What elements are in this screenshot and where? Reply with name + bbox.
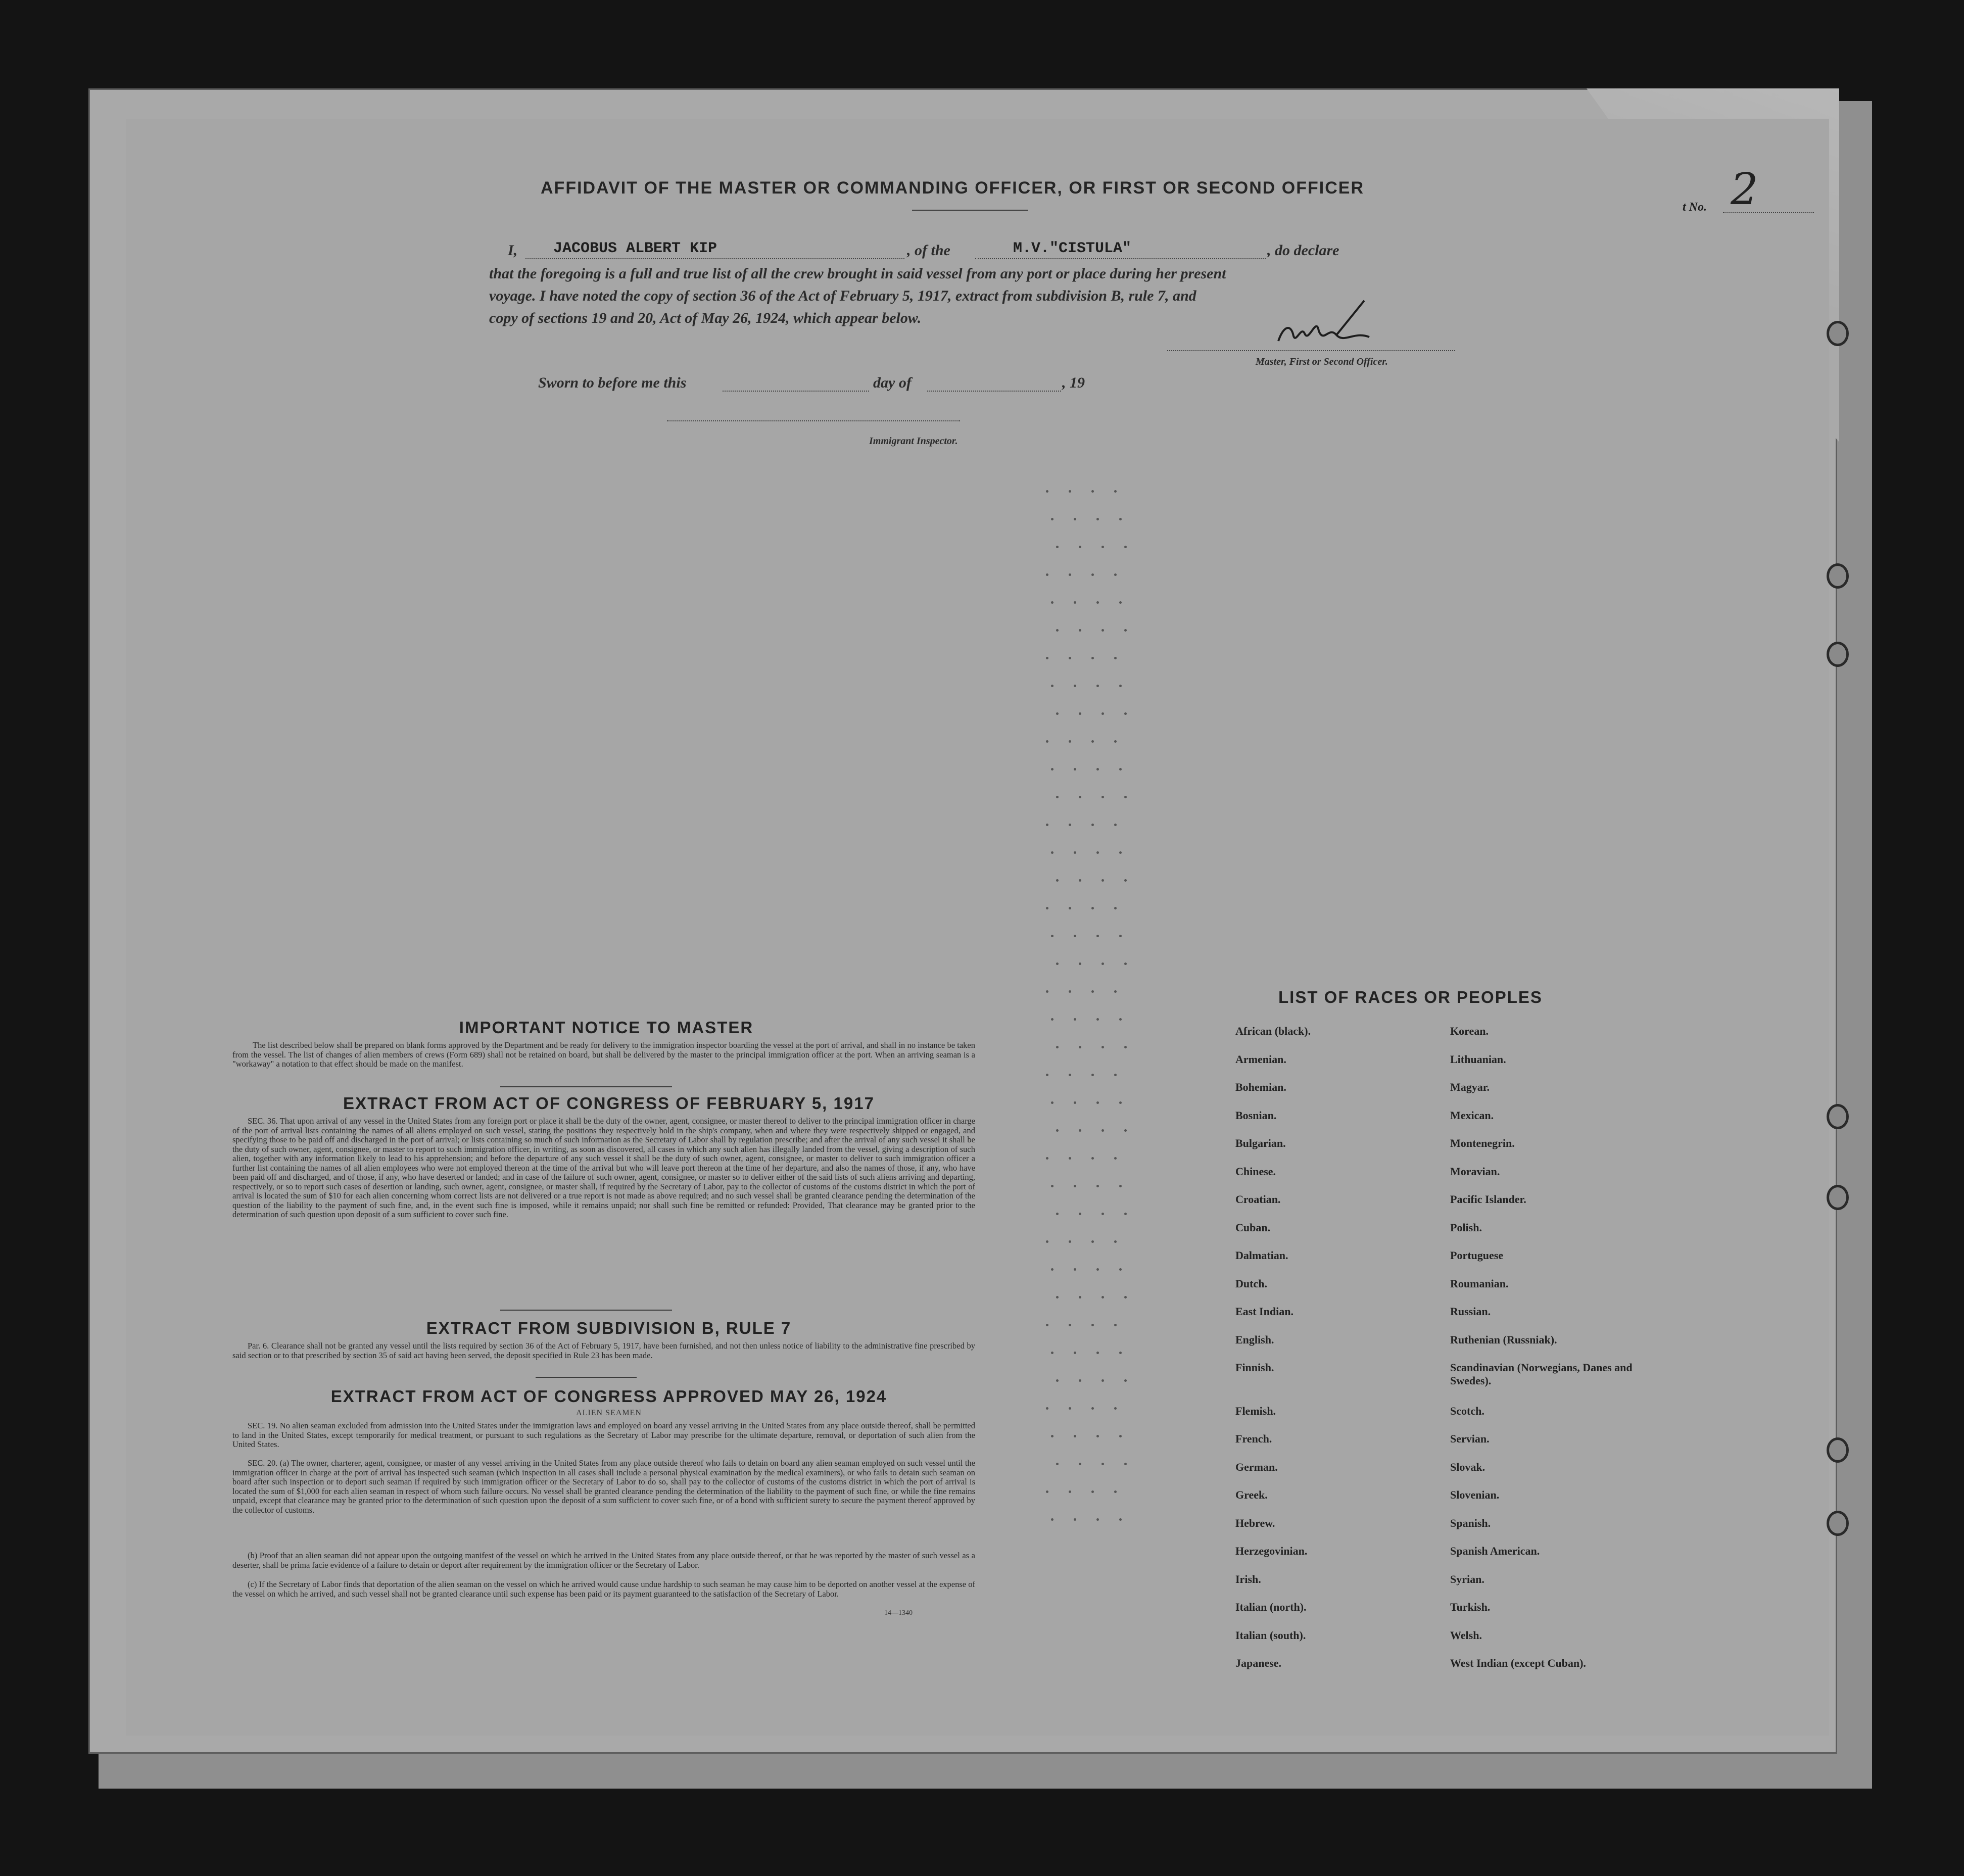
bleed-dot xyxy=(1119,935,1122,937)
bleed-dot xyxy=(1114,1074,1117,1076)
bleed-dot xyxy=(1074,935,1076,937)
vessel-field xyxy=(975,240,1266,259)
race-item: Magyar. xyxy=(1450,1081,1490,1093)
extract-1917-body: SEC. 36. That upon arrival of any vessel in the United States from any foreign port or place it shall be the duty of the owner, agent, consignee, or master thereof to deliver to the principal immigration officer in charge of the port of arrival lists containing the names of all aliens employed on such vessel, stating the positions they respectively hold in the ship's company, when and where they were respectively shipped or engaged, and specifying those to be paid off and discharged in the port of arrival; or lists containing so much of such information as the Secretary of Labor shall by regulation prescribe; and after the arrival of any such vessel it shall be the duty of such owner, agent, consignee, or master to report to such immigration officer, in writing, as soon as discovered, all cases in which any such alien has illegally landed from the vessel, giving a description of such alien, together with any information likely to lead to his apprehension; and before the departure of any such vessel it shall be the duty of such owner, agent, consignee, or master to deliver to such immigration officer a further list containing the names of all alien employees who were not employed thereon at the time of the arrival but who will leave port thereon at the time of her departure, and also the names of those, if any, who have been paid off and discharged, and of those, if any, who have deserted or landed; and in case of the failure of such owner, agent, consignee, or master so to deliver either of the said lists of such aliens arriving and departing, respectively, or so to report such cases of desertion or landing, such owner, agent, consignee, or master shall, if required by the Secretary of Labor, pay to the collector of customs of the customs district in which the port of arrival is located the sum of $10 for each alien concerning whom correct lists are not delivered or a true report is not made as above required; and no such vessel shall be granted clearance pending the determination of the question of the liability to the payment of such fine, and, in the event such fine is imposed, while it remains unpaid; nor shall such fine be remitted or refunded: Provided, That clearance may be granted prior to the determination of such question upon deposit of a sum sufficient to cover such fine. xyxy=(232,1116,975,1219)
bleed-dot xyxy=(1074,601,1076,604)
bleed-dot xyxy=(1101,1379,1104,1382)
bleed-dot xyxy=(1069,573,1071,576)
extract-1924-subtitle: ALIEN SEAMEN xyxy=(576,1409,642,1417)
bleed-dot xyxy=(1074,1268,1076,1271)
declaration-line-3: voyage. I have noted the copy of section 36 of the Act of February 5, 1917, extract from subdivision B, rule 7, and xyxy=(489,287,1196,304)
bleed-dot xyxy=(1096,1268,1099,1271)
signature-caption: Master, First or Second Officer. xyxy=(1256,356,1388,367)
bleed-dot xyxy=(1101,1463,1104,1465)
race-item: Mexican. xyxy=(1450,1109,1494,1122)
bleed-dot xyxy=(1114,824,1117,826)
intro-i: I, xyxy=(508,242,518,259)
bleed-dot xyxy=(1091,573,1094,576)
bleed-dot xyxy=(1091,990,1094,993)
bleed-dot xyxy=(1119,518,1122,520)
race-item: Polish. xyxy=(1450,1221,1482,1234)
bleed-dot xyxy=(1056,546,1059,548)
race-item: Moravian. xyxy=(1450,1165,1500,1178)
race-item: Ruthenian (Russniak). xyxy=(1450,1333,1557,1346)
race-item: Armenian. xyxy=(1235,1052,1286,1066)
bleed-dot xyxy=(1069,740,1071,743)
bleed-dot xyxy=(1124,1379,1127,1382)
race-item: English. xyxy=(1235,1333,1274,1346)
bleed-dot xyxy=(1124,1213,1127,1215)
notice-title: IMPORTANT NOTICE TO MASTER xyxy=(459,1018,754,1037)
bleed-dot xyxy=(1051,768,1053,771)
do-declare-label: , do declare xyxy=(1267,242,1339,259)
sworn-day-field[interactable] xyxy=(723,374,869,392)
bleed-dot xyxy=(1096,935,1099,937)
bleed-dot xyxy=(1051,851,1053,854)
bleed-dot xyxy=(1091,824,1094,826)
race-item: Greek. xyxy=(1235,1488,1268,1501)
race-item: Portuguese xyxy=(1450,1249,1504,1262)
race-item: Irish. xyxy=(1235,1572,1261,1585)
signature-line xyxy=(1167,350,1455,351)
bleed-dot xyxy=(1056,1213,1059,1215)
race-item: Bulgarian. xyxy=(1235,1137,1286,1149)
race-item: Finnish. xyxy=(1235,1361,1274,1374)
bleed-dot xyxy=(1096,518,1099,520)
race-item: Japanese. xyxy=(1235,1657,1282,1669)
bleed-dot xyxy=(1069,1240,1071,1243)
bleed-dot xyxy=(1046,1407,1048,1410)
bleed-dot xyxy=(1119,851,1122,854)
sworn-year: , 19 xyxy=(1062,374,1085,391)
extract-1917-title: EXTRACT FROM ACT OF CONGRESS OF FEBRUARY 5, 1917 xyxy=(343,1094,875,1113)
race-item: Dutch. xyxy=(1235,1277,1267,1290)
race-item: Spanish. xyxy=(1450,1516,1491,1529)
race-item: East Indian. xyxy=(1235,1305,1294,1318)
bleed-dot xyxy=(1056,1296,1059,1298)
bleed-dot xyxy=(1069,907,1071,909)
bleed-dot xyxy=(1069,1074,1071,1076)
bleed-dot xyxy=(1056,1463,1059,1465)
sworn-prefix: Sworn to before me this xyxy=(538,374,687,391)
bleed-dot xyxy=(1046,824,1048,826)
bleed-dot xyxy=(1079,712,1081,715)
bleed-dot xyxy=(1051,1101,1053,1104)
bleed-dot xyxy=(1124,1463,1127,1465)
race-item: Italian (south). xyxy=(1235,1628,1306,1642)
bleed-dot xyxy=(1051,1518,1053,1521)
bleed-dot xyxy=(1051,685,1053,687)
bleed-dot xyxy=(1051,1185,1053,1187)
bleed-dot xyxy=(1119,1185,1122,1187)
master-name-field xyxy=(525,240,904,259)
notice-rule xyxy=(500,1086,672,1087)
bleed-dot xyxy=(1124,879,1127,882)
bleed-dot xyxy=(1074,1018,1076,1021)
bleed-dot xyxy=(1096,1435,1099,1437)
bleed-dot xyxy=(1114,657,1117,659)
race-item: Croatian. xyxy=(1235,1193,1281,1206)
bleed-dot xyxy=(1091,1240,1094,1243)
bleed-dot xyxy=(1114,1157,1117,1160)
bleed-dot xyxy=(1114,740,1117,743)
bleed-dot xyxy=(1046,1324,1048,1326)
bleed-dot xyxy=(1069,1157,1071,1160)
race-item: Slovak. xyxy=(1450,1460,1486,1473)
race-item: French. xyxy=(1235,1432,1272,1445)
bleed-dot xyxy=(1101,629,1104,632)
bleed-dot xyxy=(1074,1435,1076,1437)
bleed-dot xyxy=(1069,1324,1071,1326)
race-item: Russian. xyxy=(1450,1305,1491,1318)
list-number-value: 2 xyxy=(1731,164,1758,215)
bleed-dot xyxy=(1096,1101,1099,1104)
bleed-dot xyxy=(1079,1296,1081,1298)
race-item: Pacific Islander. xyxy=(1450,1193,1526,1206)
bleed-dot xyxy=(1124,796,1127,798)
bleed-dot xyxy=(1114,1407,1117,1410)
bleed-dot xyxy=(1074,1352,1076,1354)
race-item: Korean. xyxy=(1450,1025,1489,1037)
bleed-dot xyxy=(1069,490,1071,493)
bleed-dot xyxy=(1114,907,1117,909)
bleed-dot xyxy=(1046,907,1048,909)
bleed-dot xyxy=(1074,851,1076,854)
extract-1924-sec20a: SEC. 20. (a) The owner, charterer, agent, consignee, or master of any vessel arriving in the United States from any place outside thereof who fails to detain on board any alien seaman employed on such vessel until the immigration officer in charge at the port of arrival has inspected such seaman (which inspection in all cases shall include a personal physical examination by the medical examiners), or who fails to detain such seaman on board after such inspection or to deport such seaman if required by such immigration officer or the Secretary of Labor to do so, shall pay to the collector of customs of the customs district in which the port of arrival is located the sum of $1,000 for each alien seaman in respect of whom such failure occurs. No vessel shall be granted clearance pending the determination of the liability to the payment of such fine, or while the fine remains unpaid, except that clearance may be granted prior to the determination of such question upon the deposit of a sum sufficient to cover such fine, or of a bond with sufficient surety to secure the payment thereof approved by the collector of customs. xyxy=(232,1458,975,1515)
bleed-dot xyxy=(1051,601,1053,604)
officer-signature xyxy=(1268,296,1420,356)
bleed-dot xyxy=(1051,1018,1053,1021)
master-name: JACOBUS ALBERT KIP xyxy=(553,240,717,257)
bleed-dot xyxy=(1119,685,1122,687)
bleed-dot xyxy=(1051,1352,1053,1354)
extract-1924-sec20b: (b) Proof that an alien seaman did not appear upon the outgoing manifest of the vessel on which he arrived in the United States from any place outside thereof, or that he was reported by the master of such vessel as a deserter, shall be prima facie evidence of a failure to detain or deport after requirement by the immigration officer or the Secretary of Labor. xyxy=(232,1551,975,1570)
bleed-dot xyxy=(1074,1518,1076,1521)
race-item: Cuban. xyxy=(1235,1221,1271,1234)
bleed-dot xyxy=(1051,1268,1053,1271)
bleed-dot xyxy=(1091,1490,1094,1493)
bleed-dot xyxy=(1101,1213,1104,1215)
bleed-dot xyxy=(1056,879,1059,882)
bleed-dot xyxy=(1079,629,1081,632)
bleed-dot xyxy=(1074,1101,1076,1104)
binder-hole xyxy=(1827,642,1849,667)
bleed-dot xyxy=(1091,1157,1094,1160)
bleed-dot xyxy=(1056,1379,1059,1382)
sworn-day-of: day of xyxy=(873,374,912,391)
race-item: Chinese. xyxy=(1235,1165,1276,1178)
vessel-name: M.V."CISTULA" xyxy=(1013,240,1132,257)
bleed-dot xyxy=(1101,796,1104,798)
binder-hole xyxy=(1827,563,1849,589)
race-item: Slovenian. xyxy=(1450,1488,1500,1501)
of-the-label: , of the xyxy=(907,242,950,259)
extract-rule7-rule xyxy=(536,1377,637,1378)
bleed-dot xyxy=(1101,546,1104,548)
binder-hole xyxy=(1827,1104,1849,1129)
bleed-dot xyxy=(1096,1518,1099,1521)
bleed-dot xyxy=(1056,796,1059,798)
bleed-dot xyxy=(1056,712,1059,715)
bleed-dot xyxy=(1124,1296,1127,1298)
bleed-dot xyxy=(1101,879,1104,882)
bleed-dot xyxy=(1101,712,1104,715)
declaration-line-4: copy of sections 19 and 20, Act of May 26, 1924, which appear below. xyxy=(489,310,922,326)
bleed-dot xyxy=(1091,657,1094,659)
race-item: Bosnian. xyxy=(1235,1109,1277,1122)
list-number-line xyxy=(1723,212,1814,213)
bleed-dot xyxy=(1096,1185,1099,1187)
binder-hole xyxy=(1827,1511,1849,1536)
bleed-dot xyxy=(1069,1407,1071,1410)
race-item: Spanish American. xyxy=(1450,1545,1540,1557)
bleed-dot xyxy=(1119,1518,1122,1521)
bleed-dot xyxy=(1091,740,1094,743)
bleed-dot xyxy=(1124,963,1127,965)
race-item: Montenegrin. xyxy=(1450,1137,1515,1149)
races-title: LIST OF RACES OR PEOPLES xyxy=(1278,988,1543,1006)
race-item: Dalmatian. xyxy=(1235,1249,1288,1262)
bleed-dot xyxy=(1096,851,1099,854)
bleed-dot xyxy=(1096,768,1099,771)
bleed-dot xyxy=(1056,1129,1059,1132)
bleed-dot xyxy=(1056,629,1059,632)
race-item: Italian (north). xyxy=(1235,1601,1307,1613)
bleed-dot xyxy=(1114,490,1117,493)
form-number: 14—1340 xyxy=(884,1609,913,1617)
bleed-dot xyxy=(1096,685,1099,687)
extract-1917-rule xyxy=(500,1310,672,1311)
bleed-dot xyxy=(1119,1101,1122,1104)
bleed-dot xyxy=(1079,963,1081,965)
sworn-month-field[interactable] xyxy=(927,374,1061,392)
race-item: African (black). xyxy=(1235,1025,1311,1037)
bleed-dot xyxy=(1074,1185,1076,1187)
race-item: Syrian. xyxy=(1450,1572,1484,1585)
bleed-dot xyxy=(1096,1352,1099,1354)
affidavit-title: AFFIDAVIT OF THE MASTER OR COMMANDING OFFICER, OR FIRST OR SECOND OFFICER xyxy=(541,178,1364,198)
bleed-dot xyxy=(1079,1129,1081,1132)
notice-body: The list described below shall be prepared on blank forms approved by the Department and be ready for delivery to the immigration inspector boarding the vessel at the port of arrival, and shall in no instance be taken from the vessel. The list of changes of alien members of crews (Form 689) shall not be retained on board, but shall be delivered by the master to the principal immigration officer at the port. When an arriving seaman is a "workaway" a notation to that effect should be made on the manifest. xyxy=(232,1040,975,1069)
bleed-dot xyxy=(1069,1490,1071,1493)
bleed-dot xyxy=(1096,601,1099,604)
bleed-dot xyxy=(1046,1157,1048,1160)
bleed-dot xyxy=(1079,796,1081,798)
title-underline xyxy=(912,210,1028,211)
bleed-dot xyxy=(1114,1490,1117,1493)
extract-1924-sec20c: (c) If the Secretary of Labor finds that deportation of the alien seaman on the vessel on which he arrived would cause undue hardship to such seaman he may cause him to be deported on another vessel at the expense of the vessel on which he arrived, and such vessel shall not be granted clearance until such expense has been paid or its payment guaranteed to the satisfaction of the Secretary of Labor. xyxy=(232,1579,975,1599)
bleed-dot xyxy=(1124,1129,1127,1132)
extract-1924-sec19: SEC. 19. No alien seaman excluded from admission into the United States under the immigration laws and employed on board any vessel arriving in the United States from any place outside thereof, shall be permitted to land in the United States, except temporarily for medical treatment, or pursuant to such regulations as the Secretary of Labor may prescribe for the ultimate departure, removal, or deportation of such alien from the United States. xyxy=(232,1421,975,1449)
bleed-dot xyxy=(1079,879,1081,882)
bleed-dot xyxy=(1051,518,1053,520)
bleed-dot xyxy=(1124,712,1127,715)
bleed-dot xyxy=(1079,546,1081,548)
bleed-dot xyxy=(1101,1129,1104,1132)
bleed-dot xyxy=(1119,601,1122,604)
bleed-dot xyxy=(1069,990,1071,993)
race-item: German. xyxy=(1235,1460,1278,1473)
extract-rule7-body: Par. 6. Clearance shall not be granted any vessel until the lists required by section 36 of the Act of February 5, 1917, have been furnished, and not then unless notice of liability to the administrative fine prescribed by said section or to that prescribed by section 35 of said act having been served, the deposit specified in Rule 23 has been made. xyxy=(232,1341,975,1360)
binder-hole xyxy=(1827,321,1849,346)
bleed-dot xyxy=(1119,768,1122,771)
bleed-dot xyxy=(1119,1268,1122,1271)
race-item: Welsh. xyxy=(1450,1628,1482,1642)
bleed-dot xyxy=(1124,546,1127,548)
bleed-dot xyxy=(1046,490,1048,493)
race-item: West Indian (except Cuban). xyxy=(1450,1657,1586,1669)
race-item: Hebrew. xyxy=(1235,1516,1275,1529)
race-item: Scotch. xyxy=(1450,1404,1484,1417)
extract-1924-title: EXTRACT FROM ACT OF CONGRESS APPROVED MAY 26, 1924 xyxy=(330,1387,887,1406)
bleed-dot xyxy=(1091,1407,1094,1410)
declaration-line-2: that the foregoing is a full and true list of all the crew brought in said vessel from any port or place during her present xyxy=(489,265,1226,282)
bleed-dot xyxy=(1101,1296,1104,1298)
bleed-dot xyxy=(1096,1018,1099,1021)
race-item: Servian. xyxy=(1450,1432,1490,1445)
bleed-dot xyxy=(1056,963,1059,965)
bleed-dot xyxy=(1091,1074,1094,1076)
bleed-dot xyxy=(1119,1435,1122,1437)
extract-rule7-title: EXTRACT FROM SUBDIVISION B, RULE 7 xyxy=(426,1319,792,1337)
inspector-line xyxy=(667,420,960,421)
bleed-dot xyxy=(1069,824,1071,826)
inspector-caption: Immigrant Inspector. xyxy=(869,436,958,447)
bleed-dot xyxy=(1119,1018,1122,1021)
bleed-dot xyxy=(1074,518,1076,520)
race-item: Scandinavian (Norwegians, Danes and Swedes). xyxy=(1450,1361,1633,1387)
bleed-dot xyxy=(1114,990,1117,993)
bleed-dot xyxy=(1114,573,1117,576)
race-item: Lithuanian. xyxy=(1450,1052,1506,1066)
bleed-dot xyxy=(1051,1435,1053,1437)
binder-hole xyxy=(1827,1437,1849,1463)
bleed-dot xyxy=(1091,907,1094,909)
race-item: Herzegovinian. xyxy=(1235,1545,1308,1557)
list-number-label: t No. xyxy=(1683,201,1707,214)
bleed-dot xyxy=(1079,1379,1081,1382)
race-item: Turkish. xyxy=(1450,1601,1491,1613)
bleed-dot xyxy=(1069,657,1071,659)
bleed-dot xyxy=(1091,1324,1094,1326)
bleed-dot xyxy=(1046,990,1048,993)
affidavit-page xyxy=(126,119,1829,1736)
bleed-dot xyxy=(1046,1240,1048,1243)
bleed-dot xyxy=(1124,629,1127,632)
bleed-dot xyxy=(1119,1352,1122,1354)
bleed-dot xyxy=(1051,935,1053,937)
race-item: Roumanian. xyxy=(1450,1277,1509,1290)
race-item: Bohemian. xyxy=(1235,1081,1286,1093)
bleed-dot xyxy=(1046,1074,1048,1076)
bleed-dot xyxy=(1101,963,1104,965)
bleed-dot xyxy=(1079,1213,1081,1215)
bleed-dot xyxy=(1074,768,1076,771)
bleed-dot xyxy=(1124,1046,1127,1048)
bleed-dot xyxy=(1101,1046,1104,1048)
bleed-dot xyxy=(1046,1490,1048,1493)
bleed-dot xyxy=(1114,1324,1117,1326)
bleed-dot xyxy=(1056,1046,1059,1048)
bleed-dot xyxy=(1091,490,1094,493)
bleed-dot xyxy=(1046,573,1048,576)
bleed-dot xyxy=(1074,685,1076,687)
bleed-dot xyxy=(1046,740,1048,743)
bleed-dot xyxy=(1046,657,1048,659)
bleed-dot xyxy=(1079,1463,1081,1465)
bleed-dot xyxy=(1079,1046,1081,1048)
bleed-dot xyxy=(1114,1240,1117,1243)
binder-hole xyxy=(1827,1185,1849,1210)
race-item: Flemish. xyxy=(1235,1404,1276,1417)
